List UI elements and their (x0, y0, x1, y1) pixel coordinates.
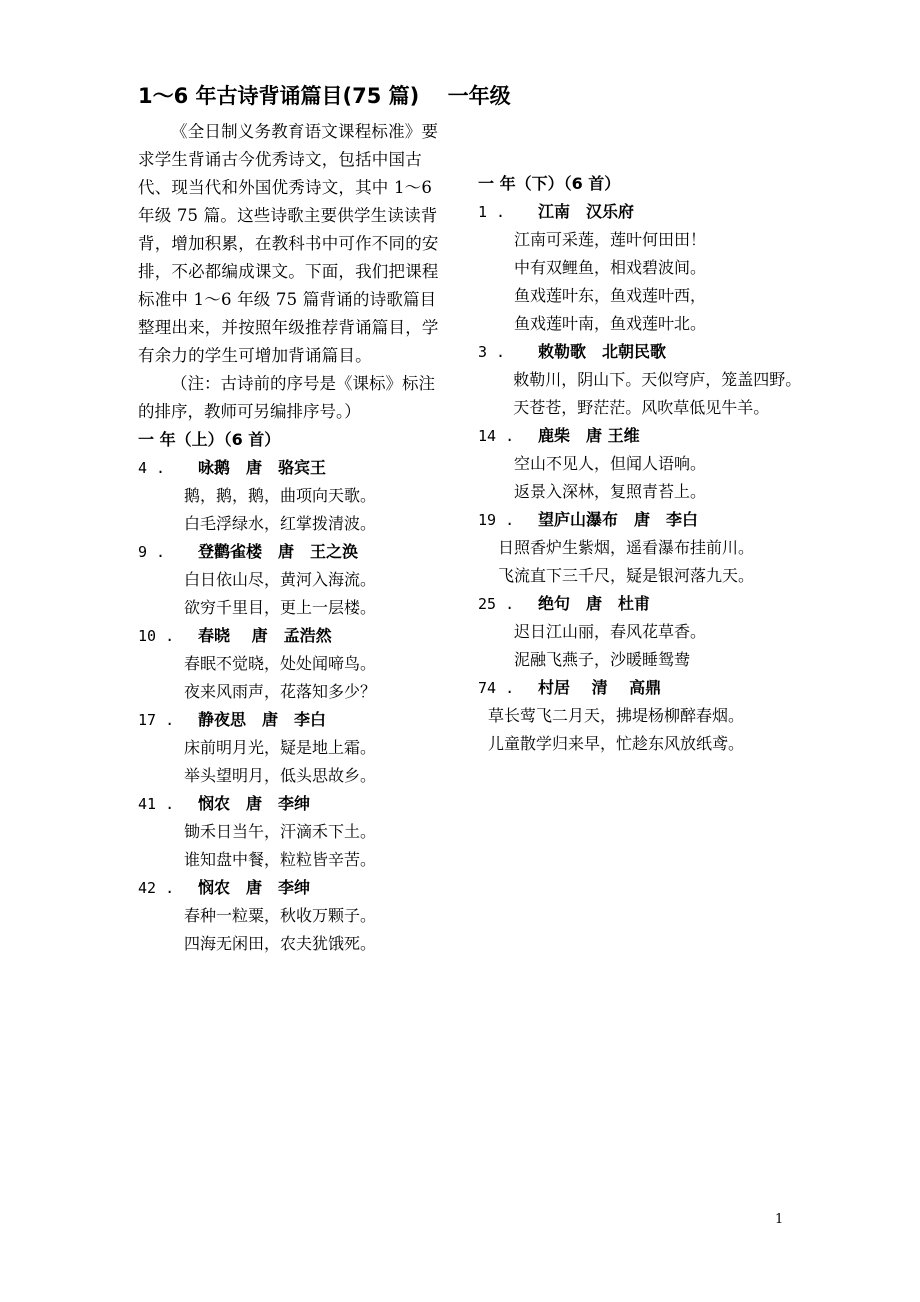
poem-heading (138, 874, 443, 902)
poem-line: 鹅，鹅，鹅，曲项向天歌。 (184, 486, 377, 505)
poem (478, 338, 808, 422)
poem-title: 绝句 唐 杜甫 (538, 594, 651, 613)
poem-heading (138, 538, 443, 566)
poem-number: 4 . (138, 459, 166, 477)
poem-line: 白日依山尽，黄河入海流。 (184, 570, 377, 589)
poem-title: 望庐山瀑布 唐 李白 (538, 510, 699, 529)
poem (138, 790, 443, 874)
poem-heading (138, 790, 443, 818)
poem-heading (478, 198, 808, 226)
poem-line: 四海无闲田，农夫犹饿死。 (184, 934, 377, 953)
poem-number: 41 . (138, 795, 175, 813)
poem-number: 14 . (478, 427, 515, 445)
poem-line: 飞流直下三千尺，疑是银河落九天。 (498, 566, 755, 585)
poem-line: 举头望明月，低头思故乡。 (184, 766, 377, 785)
poem-title: 咏鹅 唐 骆宾王 (198, 458, 327, 477)
section-heading-grade1-first-term: 一 年（上）（6 首） (138, 430, 281, 449)
poem-number: 25 . (478, 595, 515, 613)
poem-line: 泥融飞燕子，沙暖睡鸳鸯 (514, 650, 691, 669)
poem (138, 874, 443, 958)
poem-heading (478, 338, 808, 366)
poem-line: 夜来风雨声，花落知多少？ (184, 682, 377, 701)
intro-paragraph: 《全日制义务教育语文课程标准》要求学生背诵古今优秀诗文，包括中国古代、现当代和外国优秀诗文，其中 1～6 年级 75 篇。这些诗歌主要供学生读读背背，增加积累，在教科书中可作不同的安排，不必都编成课文。下面，我们把课程标准中 1～6 年级 75 篇背诵的诗歌篇目整理出来，并按照年级推荐背诵篇目，学有余力的学生可增加背诵篇目。 (138, 122, 439, 365)
poem-line: 春种一粒粟，秋收万颗子。 (184, 906, 377, 925)
poem-heading (478, 506, 808, 534)
poem (138, 706, 443, 790)
poem-line: 白毛浮绿水，红掌拨清波。 (184, 514, 377, 533)
poem (478, 506, 808, 590)
poem-title: 悯农 唐 李绅 (198, 794, 311, 813)
poem (138, 622, 443, 706)
poem-number: 9 . (138, 543, 166, 561)
poem-number: 1 . (478, 203, 506, 221)
poem-heading (138, 622, 443, 650)
poem-title: 悯农 唐 李绅 (198, 878, 311, 897)
poem (478, 198, 808, 338)
poem-line: 返景入深林，复照青苔上。 (514, 482, 707, 501)
poem (478, 422, 808, 506)
poem (478, 590, 808, 674)
poem (138, 454, 443, 538)
poem-line: 鱼戏莲叶东，鱼戏莲叶西， (514, 286, 707, 305)
poem-number: 42 . (138, 879, 175, 897)
poem-heading (478, 590, 808, 618)
poem-line: 天苍苍，野茫茫。风吹草低见牛羊。 (513, 398, 770, 417)
poem-heading (138, 706, 443, 734)
page-title: 1～6 年古诗背诵篇目(75 篇) 一年级 (138, 84, 511, 108)
poem-title: 春晓 唐 孟浩然 (198, 626, 332, 645)
poem-line: 空山不见人，但闻人语响。 (514, 454, 707, 473)
section-heading-grade1-second-term: 一 年（下）（6 首） (478, 174, 621, 193)
poem-line: 敕勒川，阴山下。天似穹庐，笼盖四野。 (513, 370, 802, 389)
poem (478, 674, 808, 758)
poem-line: 春眠不觉晓，处处闻啼鸟。 (184, 654, 377, 673)
poem-line: 欲穷千里目，更上一层楼。 (184, 598, 377, 617)
poem-heading (478, 674, 808, 702)
poem-number: 10 . (138, 627, 175, 645)
poem-title: 鹿柴 唐 王维 (538, 426, 640, 445)
poem-line: 江南可采莲，莲叶何田田！ (514, 230, 707, 249)
poem-line: 中有双鲤鱼，相戏碧波间。 (514, 258, 707, 277)
poem-title: 静夜思 唐 李白 (198, 710, 327, 729)
note-paragraph: （注：古诗前的序号是《课标》标注的排序，教师可另编排序号。） (138, 374, 435, 421)
poem-line: 锄禾日当午，汗滴禾下土。 (184, 822, 377, 841)
poem-title: 登鹳雀楼 唐 王之涣 (198, 542, 359, 561)
poem-number: 17 . (138, 711, 175, 729)
poem-title: 村居 清 高鼎 (538, 678, 662, 697)
poem-line: 草长莺飞二月天，拂堤杨柳醉春烟。 (488, 706, 745, 725)
poem-line: 迟日江山丽，春风花草香。 (514, 622, 707, 641)
poem-title: 江南 汉乐府 (538, 202, 635, 221)
poem-line: 床前明月光，疑是地上霜。 (184, 738, 377, 757)
poem-heading (138, 454, 443, 482)
page-number: 1 (775, 1212, 784, 1227)
poem-line: 谁知盘中餐，粒粒皆辛苦。 (184, 850, 377, 869)
right-column (478, 170, 808, 758)
poem-number: 74 . (478, 679, 515, 697)
poem-number: 3 . (478, 343, 506, 361)
poem-line: 儿童散学归来早，忙趁东风放纸鸢。 (488, 734, 745, 753)
poem (138, 538, 443, 622)
poem-title: 敕勒歌 北朝民歌 (538, 342, 667, 361)
poem-line: 日照香炉生紫烟，遥看瀑布挂前川。 (498, 538, 755, 557)
poem-heading (478, 422, 808, 450)
poem-line: 鱼戏莲叶南，鱼戏莲叶北。 (514, 314, 707, 333)
poem-number: 19 . (478, 511, 515, 529)
left-column (138, 118, 443, 958)
